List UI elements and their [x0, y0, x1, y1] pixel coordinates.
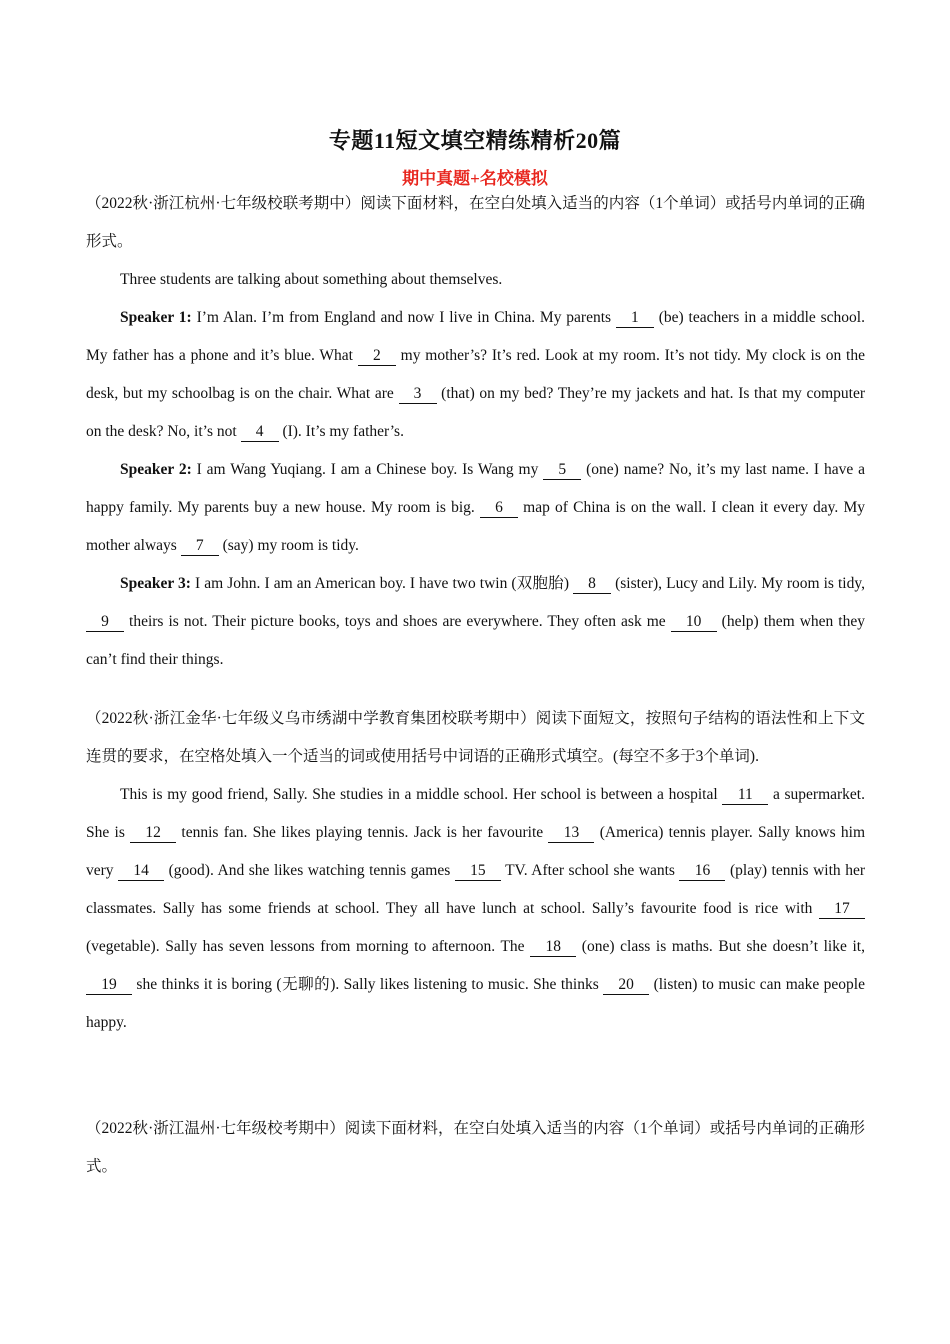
- speaker-2-label: Speaker 2:: [120, 461, 192, 478]
- text-segment: TV. After school she wants: [500, 862, 680, 879]
- text-segment: my mother’s? It’s red. Look at my room. It’s not tidy. My clock is on the desk, but my schoolbag is on the chair. What are: [86, 347, 865, 402]
- blank-18[interactable]: 18: [530, 938, 576, 957]
- passage-2-intro: （2022秋·浙江金华·七年级义乌市绣湖中学教育集团校联考期中）阅读下面短文，按照句子结构的语法性和上下文连贯的要求，在空格处填入一个适当的词或使用括号中词语的正确形式填空。(每空不多于3个单词).: [86, 710, 865, 765]
- speaker-3-paragraph: [86, 565, 865, 679]
- blank-2[interactable]: 2: [358, 347, 396, 366]
- blank-19[interactable]: 19: [86, 976, 132, 995]
- text-segment: (sister), Lucy and Lily. My room is tidy,: [611, 575, 865, 592]
- speaker-3-label: Speaker 3:: [120, 575, 191, 592]
- text-segment: (good). And she likes watching tennis games: [164, 862, 455, 879]
- text-segment: (America) tennis player. Sally knows him very: [86, 824, 866, 879]
- text-segment: map of China is on the wall. I clean it every day. My mother always: [86, 499, 865, 554]
- text-segment: (say) my room is tidy.: [218, 537, 359, 554]
- blank-1[interactable]: 1: [616, 309, 654, 328]
- blank-7[interactable]: 7: [181, 537, 219, 556]
- text-segment: (listen) to music can make people happy.: [86, 976, 865, 1031]
- blank-9[interactable]: 9: [86, 613, 124, 632]
- text-segment: (one) class is maths. But she doesn’t like it,: [576, 938, 865, 955]
- passage-1: [86, 185, 865, 679]
- passage-2: [86, 700, 865, 1042]
- speaker-2-paragraph: [86, 451, 865, 565]
- text-segment: theirs is not. Their picture books, toys and shoes are everywhere. They often ask me: [124, 613, 671, 630]
- blank-20[interactable]: 20: [603, 976, 649, 995]
- blank-14[interactable]: 14: [118, 862, 164, 881]
- blank-10[interactable]: 10: [671, 613, 717, 632]
- text-segment: This is my good friend, Sally. She studies in a middle school. Her school is between a hospital: [120, 786, 723, 803]
- passage-1-intro: （2022秋·浙江杭州·七年级校联考期中）阅读下面材料，在空白处填入适当的内容（1个单词）或括号内单词的正确形式。: [86, 195, 865, 250]
- text-segment: (that) on my bed? They’re my jackets and hat. Is that my computer on the desk? No, it’s not: [86, 385, 865, 440]
- text-segment: (I). It’s my father’s.: [278, 423, 404, 440]
- blank-17[interactable]: 17: [819, 900, 865, 919]
- text-segment: (vegetable). Sally has seven lessons from morning to afternoon. The: [86, 938, 531, 955]
- text-segment: a supermarket. She is: [86, 786, 865, 841]
- text-segment: (one) name? No, it’s my last name. I have a happy family. My parents buy a new house. My room is big.: [86, 461, 865, 516]
- text-segment: tennis fan. She likes playing tennis. Jack is her favourite: [176, 824, 549, 841]
- page-subtitle: 期中真题+名校模拟: [402, 169, 548, 188]
- blank-6[interactable]: 6: [480, 499, 518, 518]
- text-segment: I’m Alan. I’m from England and now I live in China. My parents: [191, 309, 616, 326]
- text-segment: (play) tennis with her classmates. Sally has some friends at school. They all have lunch at school. Sally’s favourite food is rice with: [86, 862, 866, 917]
- passage-3-intro: （2022秋·浙江温州·七年级校考期中）阅读下面材料，在空白处填入适当的内容（1个单词）或括号内单词的正确形式。: [86, 1120, 865, 1175]
- page-title: 专题11短文填空精练精析20篇: [328, 128, 622, 153]
- passage-1-lead: Three students are talking about something about themselves.: [120, 271, 503, 288]
- blank-15[interactable]: 15: [455, 862, 501, 881]
- blank-8[interactable]: 8: [573, 575, 611, 594]
- text-segment: I am John. I am an American boy. I have two twin (双胞胎): [190, 575, 574, 592]
- text-segment: (be) teachers in a middle school. My father has a phone and it’s blue. What: [86, 309, 865, 364]
- blank-11[interactable]: 11: [722, 786, 768, 805]
- speaker-1-paragraph: [86, 299, 865, 451]
- blank-16[interactable]: 16: [679, 862, 725, 881]
- blank-4[interactable]: 4: [241, 423, 279, 442]
- speaker-1-label: Speaker 1:: [120, 309, 192, 326]
- blank-12[interactable]: 12: [130, 824, 176, 843]
- passage-3: [86, 1110, 865, 1186]
- passage-2-paragraph: [86, 776, 865, 1042]
- text-segment: she thinks it is boring (无聊的). Sally likes listening to music. She thinks: [132, 976, 604, 993]
- text-segment: (help) them when they can’t find their things.: [86, 613, 865, 668]
- blank-3[interactable]: 3: [399, 385, 437, 404]
- blank-13[interactable]: 13: [548, 824, 594, 843]
- blank-5[interactable]: 5: [543, 461, 581, 480]
- text-segment: I am Wang Yuqiang. I am a Chinese boy. Is Wang my: [191, 461, 544, 478]
